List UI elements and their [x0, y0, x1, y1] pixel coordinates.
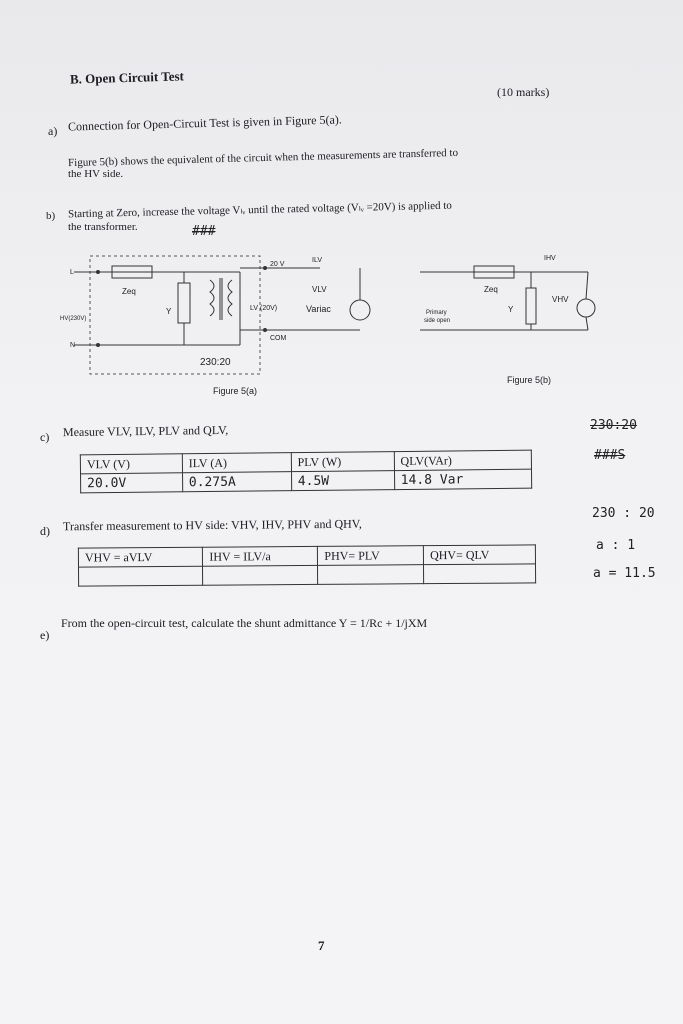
table-c-header: PLV (W)	[291, 452, 394, 472]
part-b-text-2: the transformer.	[68, 221, 138, 233]
label-y-a: Y	[166, 307, 172, 316]
table-d-cell	[318, 565, 424, 585]
part-a-note-1: Figure 5(b) shows the equivalent of the circuit when the measurements are transferred to	[67, 146, 459, 170]
part-c-text: Measure VLV, ILV, PLV and QLV,	[62, 422, 229, 440]
part-c-label: c)	[40, 430, 50, 444]
label-L: L	[70, 269, 74, 276]
figure-5b-caption: Figure 5(b)	[507, 375, 552, 385]
table-c-header: QLV(VAr)	[394, 450, 532, 470]
part-a-label: a)	[48, 124, 58, 138]
table-d	[78, 544, 536, 586]
part-a-note-2: the HV side.	[68, 168, 124, 180]
table-c-header: ILV (A)	[182, 453, 291, 473]
handwritten-note-4: a : 1	[596, 538, 636, 553]
figure-5a-circuit	[60, 248, 380, 380]
table-c-value: 4.5W	[291, 471, 394, 491]
part-d-text: Transfer measurement to HV side: VHV, IHV, PHV and QHV,	[62, 516, 362, 534]
table-d-header: PHV= PLV	[318, 546, 424, 566]
handwritten-note-2: ###S	[594, 448, 626, 463]
label-hv230: HV(230V)	[60, 316, 87, 322]
label-vhv: VHV	[552, 295, 569, 304]
table-c-value: 20.0V	[81, 473, 183, 493]
label-y-b: Y	[508, 305, 514, 314]
label-ratio: 230:20	[200, 357, 231, 368]
figure-5a-caption: Figure 5(a)	[213, 386, 258, 396]
label-zeq-a: Zeq	[122, 287, 136, 296]
label-ilv: ILV	[312, 257, 322, 264]
label-zeq-b: Zeq	[484, 285, 498, 294]
table-d-cell	[79, 566, 204, 586]
label-ihv: IHV	[544, 255, 556, 262]
label-N: N	[70, 342, 76, 349]
page-number: 7	[318, 938, 325, 953]
table-c-value-row	[81, 469, 532, 493]
label-primary-1: Primary	[426, 310, 447, 316]
part-e-text: From the open-circuit test, calculate the shunt admittance Y = 1/Rc + 1/jXM	[61, 616, 428, 630]
part-a-text: Connection for Open-Circuit Test is given in Figure 5(a).	[67, 112, 343, 134]
label-lv20: LV (20V)	[250, 305, 278, 312]
table-d-cell	[424, 564, 536, 584]
table-c-value: 0.275A	[182, 472, 291, 492]
table-d-cell	[203, 565, 318, 585]
part-b-text-1: Starting at Zero, increase the voltage Vₗᵥ until the rated voltage (Vₗᵥ =20V) is applied to	[67, 199, 453, 221]
label-vlv: VLV	[312, 285, 327, 294]
table-d-header: QHV= QLV	[424, 545, 536, 565]
label-variac: Variac	[306, 304, 331, 314]
handwritten-note-1: 230:20	[590, 418, 637, 433]
figure-5b-circuit	[410, 248, 600, 358]
table-c-value: 14.8 Var	[394, 469, 532, 489]
part-e-label: e)	[40, 628, 50, 642]
handwritten-note-5: a = 11.5	[593, 566, 656, 581]
section-title: B. Open Circuit Test	[69, 68, 185, 87]
marks-label: (10 marks)	[497, 85, 550, 99]
table-c	[80, 450, 532, 494]
table-d-header: IHV = ILV/a	[203, 546, 318, 566]
label-20v: 20 V	[270, 261, 285, 268]
label-com: COM	[270, 335, 287, 342]
table-d-value-row	[79, 564, 536, 586]
table-c-header: VLV (V)	[80, 454, 182, 474]
handwritten-note-3: 230 : 20	[592, 506, 655, 521]
label-primary-2: side open	[424, 318, 451, 324]
handwritten-scribble: ###	[192, 224, 216, 239]
part-b-label: b)	[46, 210, 56, 222]
table-d-header: VHV = aVLV	[78, 547, 203, 567]
part-d-label: d)	[40, 524, 50, 538]
